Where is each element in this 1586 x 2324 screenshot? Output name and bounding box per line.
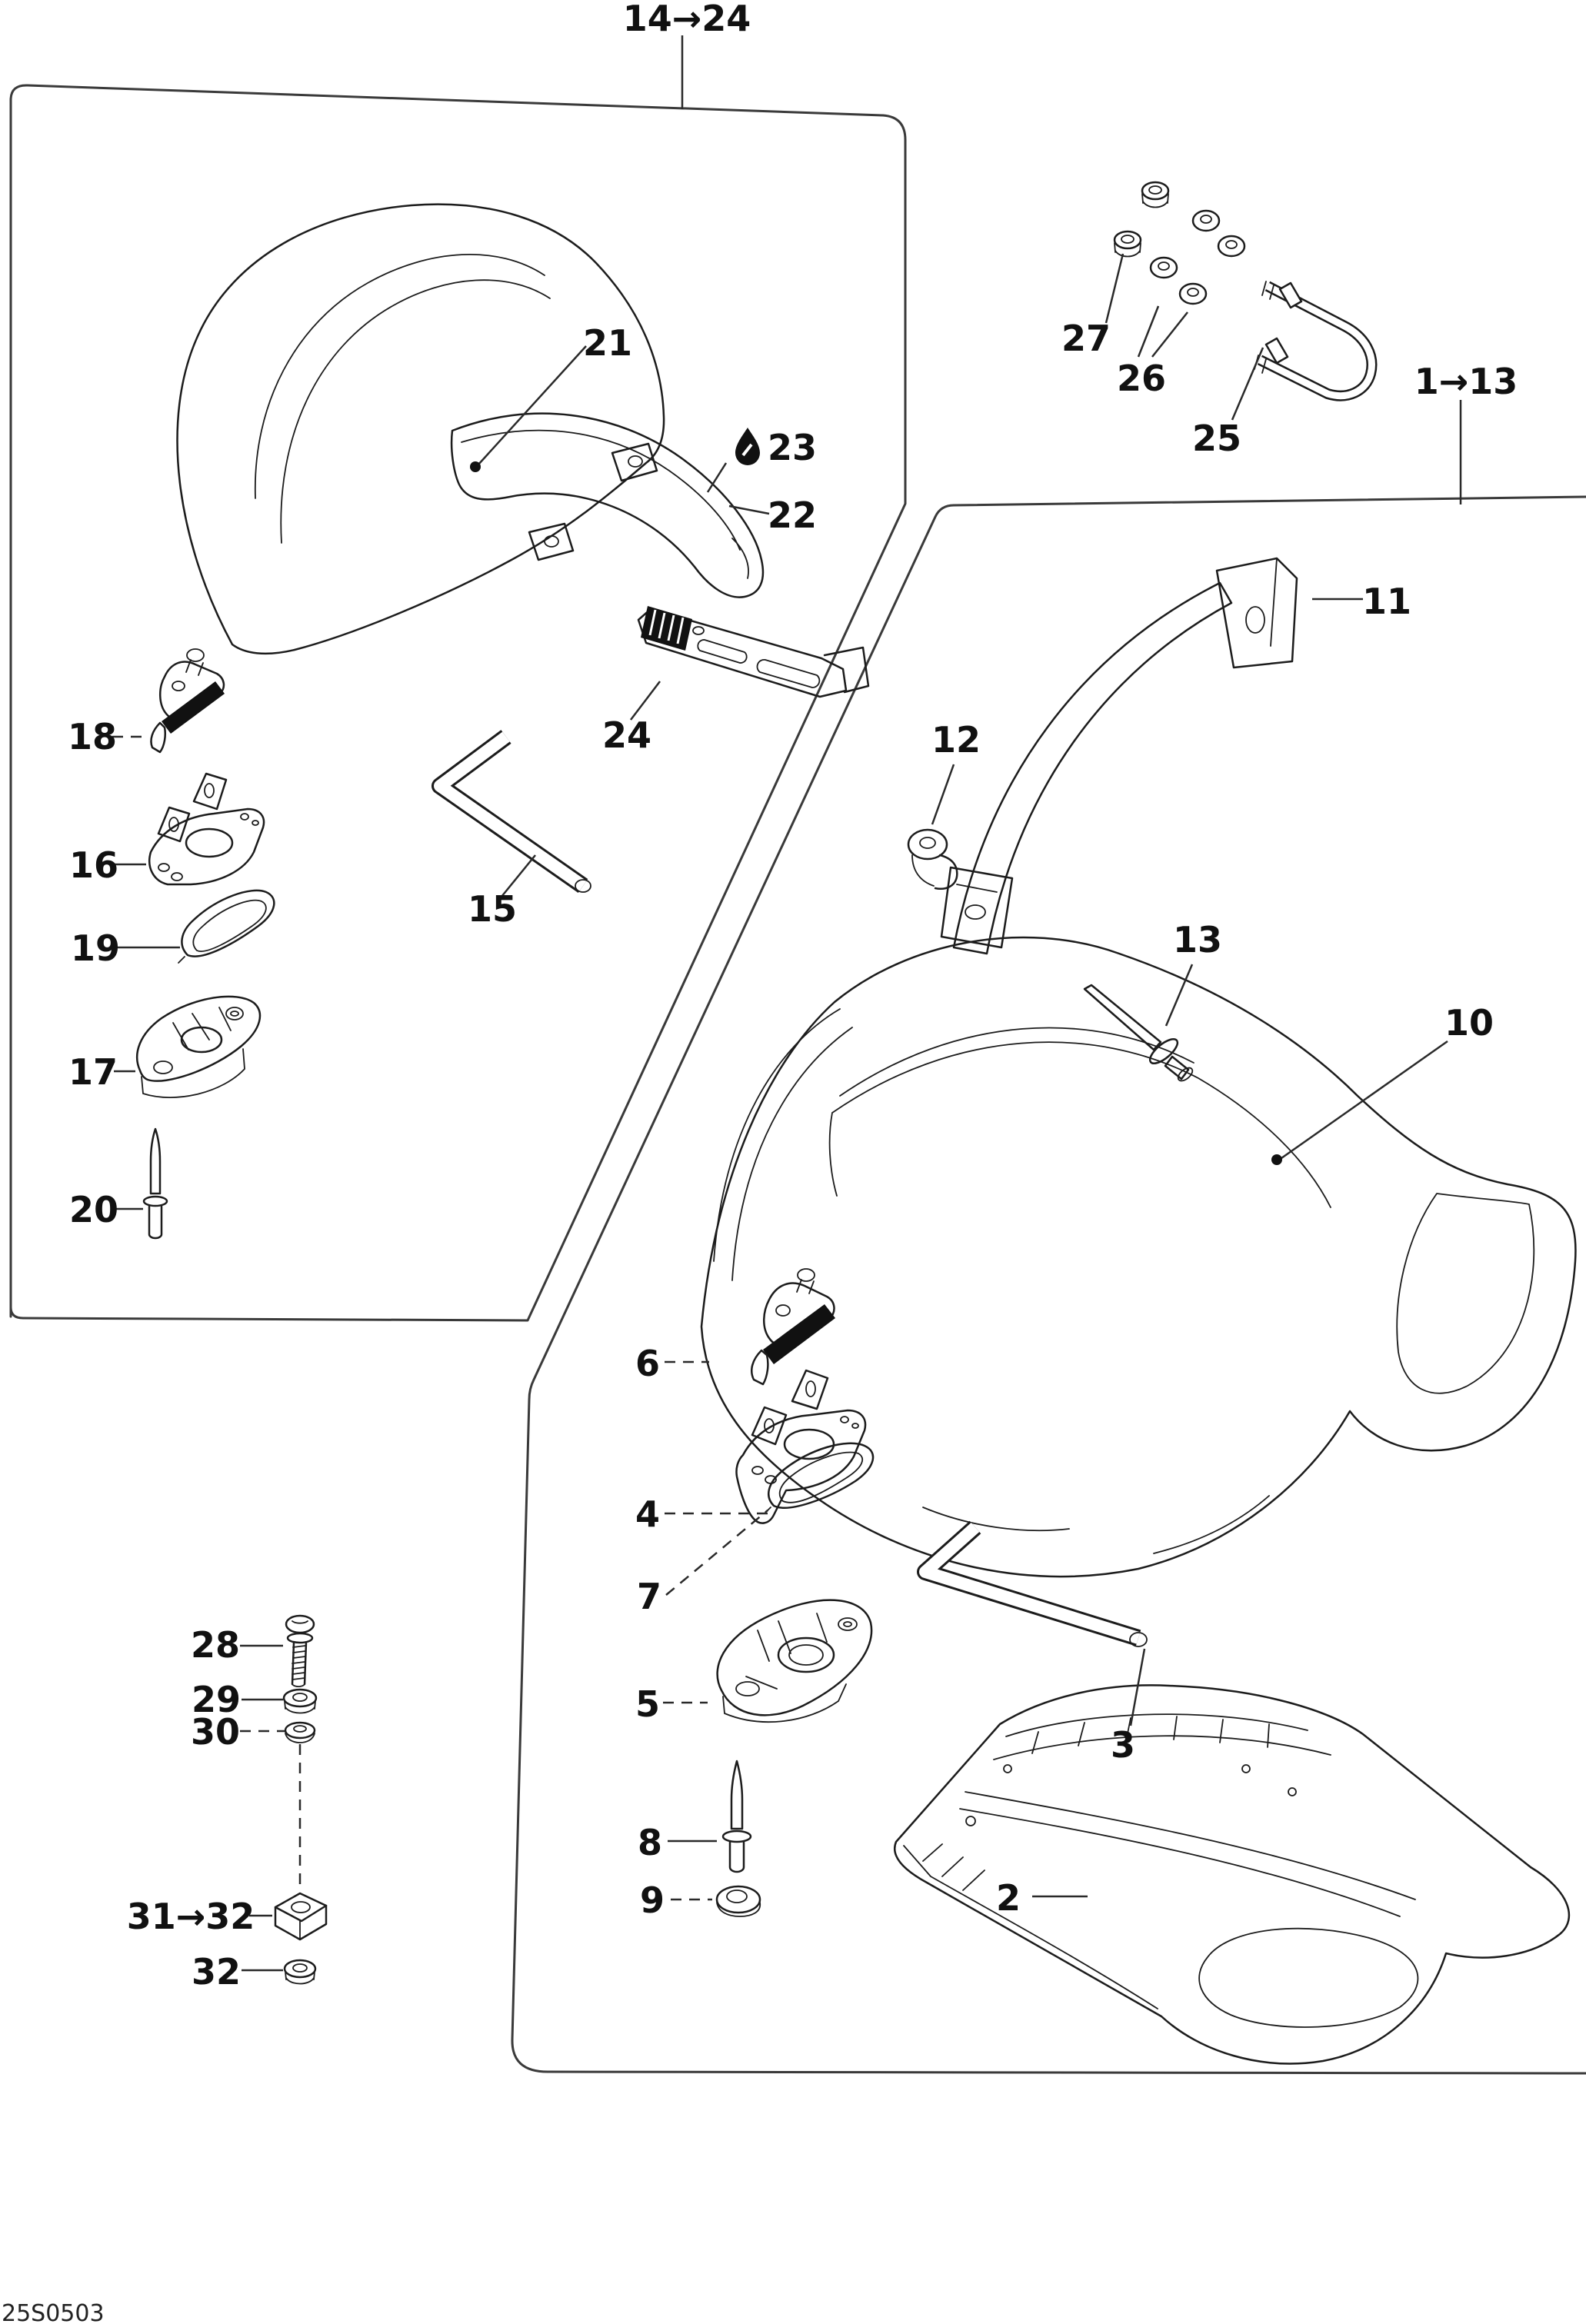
part-20-rivet-pin: [144, 1129, 167, 1238]
part-19-wire-loop: [178, 891, 274, 963]
callout-11: 11: [1361, 581, 1412, 622]
part-31-32-square-nut: [275, 1893, 326, 1939]
callout-20: 20: [68, 1189, 119, 1230]
leader-dot-10: [1271, 1154, 1282, 1165]
callout-group-14-24: 14→24: [622, 0, 751, 39]
part-24-strap: [638, 606, 868, 697]
footer-part-code: 25S0503: [2, 2300, 105, 2324]
part-5-base-plate: [718, 1600, 871, 1722]
callout-13: 13: [1172, 919, 1223, 961]
part-29-flange-nut: [284, 1690, 316, 1713]
part-11-backrest-support: [941, 558, 1297, 954]
callout-29: 29: [191, 1679, 242, 1720]
part-32-hex-nut: [285, 1960, 315, 1984]
callout-2: 2: [995, 1877, 1021, 1919]
callout-8: 8: [637, 1822, 663, 1863]
part-26-washers: [1151, 211, 1244, 304]
leader-line-7: [666, 1510, 768, 1595]
part-17-base-plate: [137, 997, 260, 1097]
callout-3: 3: [1110, 1724, 1136, 1766]
callout-group-1-13: 1→13: [1414, 361, 1518, 402]
leader-line-26: [1152, 312, 1188, 357]
callout-9: 9: [639, 1880, 665, 1921]
callout-30: 30: [190, 1711, 241, 1753]
callout-17: 17: [68, 1051, 118, 1093]
leader-line-21: [478, 346, 586, 464]
part-21-rear-seat-cushion: [178, 205, 665, 654]
leader-line-10: [1281, 1041, 1448, 1158]
callout-5: 5: [635, 1683, 661, 1725]
part-6-latch: [751, 1269, 835, 1384]
callout-21: 21: [582, 322, 633, 364]
oil-droplet-icon: [735, 428, 760, 465]
right-panel-frame: [512, 497, 1586, 2073]
callout-22: 22: [767, 494, 818, 536]
part-22-rear-grab-handle: [451, 414, 763, 598]
callout-25: 25: [1191, 418, 1242, 459]
callout-26: 26: [1116, 358, 1167, 399]
leader-dot-21: [470, 461, 481, 472]
part-25-u-bolt: [1254, 281, 1371, 396]
leader-line-27: [1106, 254, 1123, 323]
part-28-bolt: [286, 1616, 314, 1686]
callout-4: 4: [635, 1493, 661, 1535]
callout-7: 7: [636, 1576, 662, 1617]
part-27-hex-nuts: [1115, 182, 1168, 257]
callout-6: 6: [635, 1343, 661, 1384]
callout-12: 12: [931, 719, 981, 761]
left-panel-frame: [11, 85, 905, 1320]
leader-line-12: [932, 764, 954, 824]
leader-line-25: [1232, 348, 1263, 420]
callout-24: 24: [601, 714, 652, 756]
callout-18: 18: [67, 716, 118, 757]
callout-27: 27: [1061, 318, 1111, 359]
part-15-hex-key: [440, 737, 591, 892]
leader-line-26: [1138, 306, 1158, 357]
part-3-hex-key: [925, 1527, 1147, 1646]
callout-15: 15: [467, 888, 518, 930]
callout-28: 28: [190, 1624, 241, 1666]
part-16-bracket-plate: [149, 774, 264, 884]
callout-32: 32: [191, 1951, 242, 1993]
part-9-washer: [717, 1886, 760, 1916]
part-2-seat-base: [895, 1685, 1569, 2063]
callout-16: 16: [68, 844, 119, 886]
callout-19: 19: [70, 927, 121, 969]
part-8-rivet-pin: [723, 1761, 751, 1872]
callout-23: 23: [767, 427, 818, 468]
callout-10: 10: [1444, 1002, 1494, 1044]
part-18-latch: [151, 649, 225, 752]
part-30-washer: [285, 1723, 315, 1743]
callout-31-32: 31→32: [126, 1896, 255, 1937]
